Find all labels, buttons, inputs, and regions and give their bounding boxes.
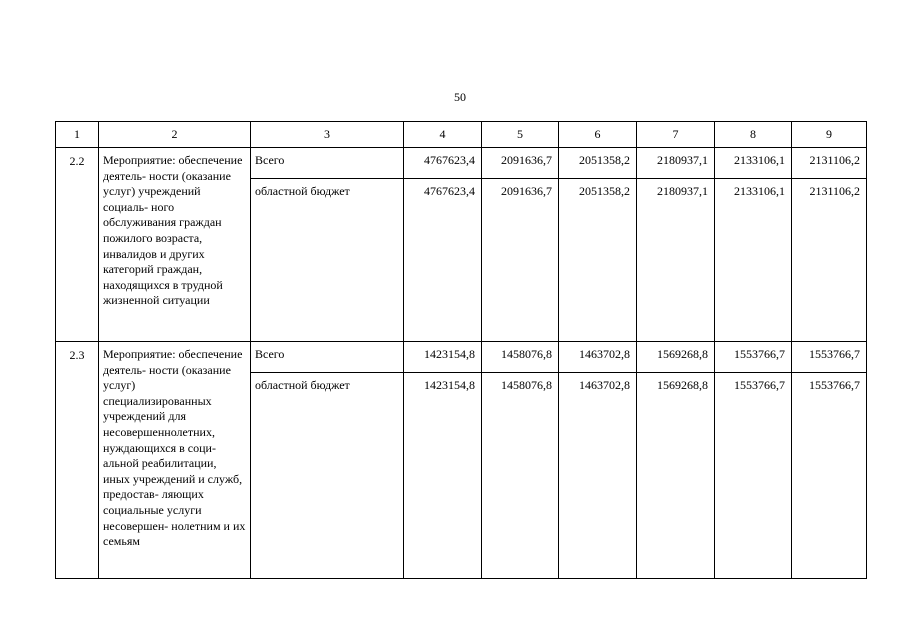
table-row <box>56 342 867 373</box>
value-cell: 1553766,7 <box>792 342 867 373</box>
column-header: 1 <box>56 122 99 148</box>
column-header: 9 <box>792 122 867 148</box>
value-cell: 1553766,7 <box>792 373 867 579</box>
item-number: 2.3 <box>56 342 99 579</box>
value-cell: 2133106,1 <box>715 148 792 179</box>
budget-table <box>55 121 867 579</box>
item-number: 2.2 <box>56 148 99 342</box>
item-description: Мероприятие: обеспечение деятель- ности (оказание услуг) специализированных учреждений для несовершеннолетних, нуждающихся в соци- альной реабилитации, иных учреждений и служб, предостав- ляющих социальные услуги несовершен- нолетним и их семьям <box>99 342 251 579</box>
value-cell: 2180937,1 <box>637 179 715 342</box>
value-cell: 2051358,2 <box>559 179 637 342</box>
value-cell: 1569268,8 <box>637 342 715 373</box>
value-cell: 1553766,7 <box>715 373 792 579</box>
funding-source: областной бюджет <box>251 179 404 342</box>
value-cell: 2091636,7 <box>482 148 559 179</box>
value-cell: 2131106,2 <box>792 179 867 342</box>
column-header: 6 <box>559 122 637 148</box>
value-cell: 1423154,8 <box>404 342 482 373</box>
value-cell: 1569268,8 <box>637 373 715 579</box>
funding-source: Всего <box>251 342 404 373</box>
item-description: Мероприятие: обеспечение деятель- ности (оказание услуг) учреждений социаль- ного обслуживания граждан пожилого возраста, инвалидов и других категорий граждан, находящихся в трудной жизненной ситуации <box>99 148 251 342</box>
funding-source: Всего <box>251 148 404 179</box>
column-header: 5 <box>482 122 559 148</box>
value-cell: 1458076,8 <box>482 373 559 579</box>
column-header: 7 <box>637 122 715 148</box>
table-header-row <box>56 122 867 148</box>
value-cell: 2133106,1 <box>715 179 792 342</box>
column-header: 3 <box>251 122 404 148</box>
table-row <box>56 148 867 179</box>
value-cell: 2180937,1 <box>637 148 715 179</box>
page-number: 50 <box>454 90 466 104</box>
value-cell: 2051358,2 <box>559 148 637 179</box>
column-header: 8 <box>715 122 792 148</box>
value-cell: 1463702,8 <box>559 373 637 579</box>
column-header: 2 <box>99 122 251 148</box>
value-cell: 1423154,8 <box>404 373 482 579</box>
funding-source: областной бюджет <box>251 373 404 579</box>
value-cell: 4767623,4 <box>404 148 482 179</box>
value-cell: 4767623,4 <box>404 179 482 342</box>
value-cell: 1553766,7 <box>715 342 792 373</box>
value-cell: 2131106,2 <box>792 148 867 179</box>
value-cell: 2091636,7 <box>482 179 559 342</box>
value-cell: 1463702,8 <box>559 342 637 373</box>
value-cell: 1458076,8 <box>482 342 559 373</box>
column-header: 4 <box>404 122 482 148</box>
